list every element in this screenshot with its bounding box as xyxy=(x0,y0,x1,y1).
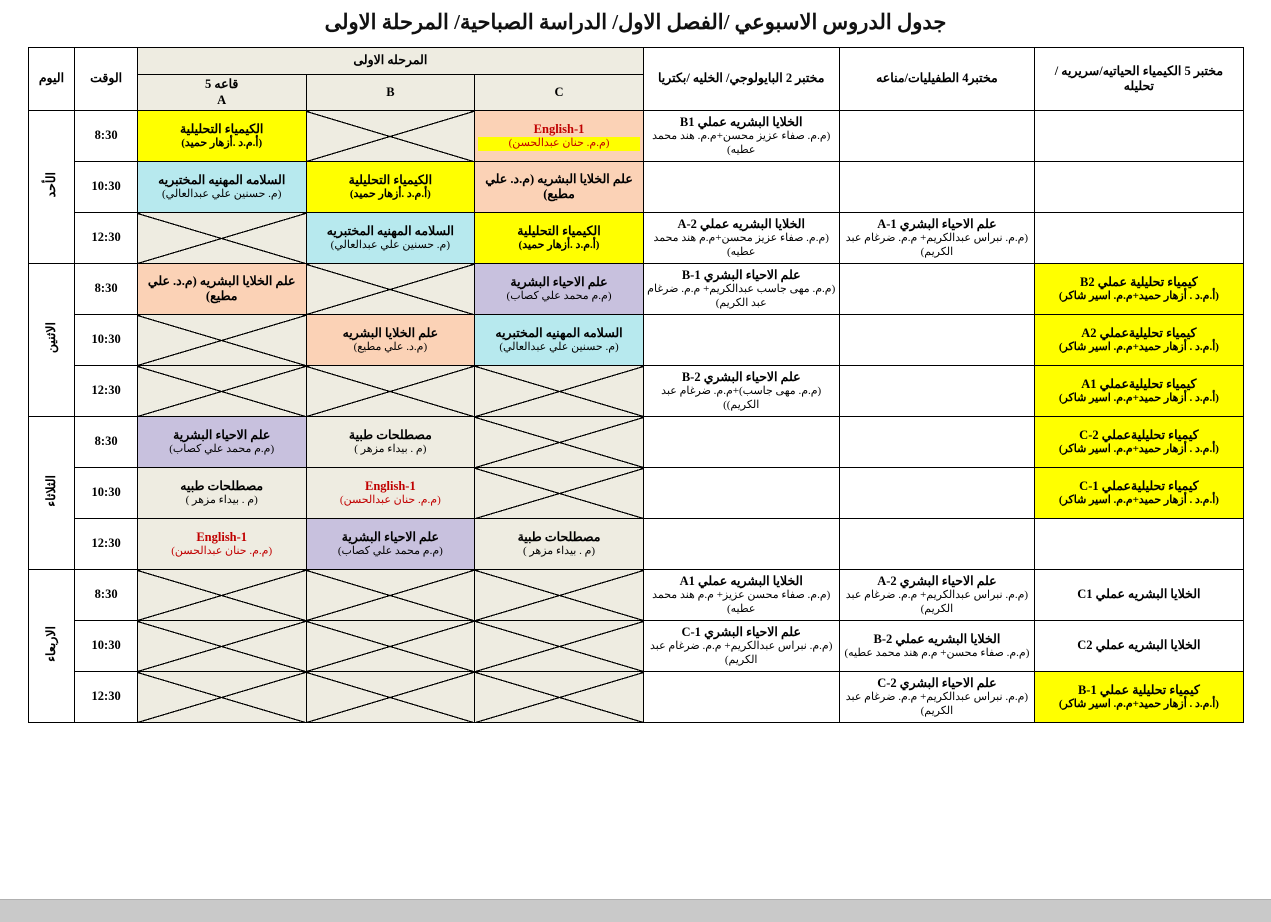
cell-time: 10:30 xyxy=(75,315,137,366)
cell-day xyxy=(28,417,75,570)
cell-line2: (أ.م.د . أزهار حميد+م.م. اسير شاكر) xyxy=(1058,494,1219,507)
cell-lab4 xyxy=(839,315,1035,366)
table-header-row-1 xyxy=(28,48,1243,75)
cell-line2: (م.م. نبراس عبدالكريم+ م.م. ضرغام عبد الكريم) xyxy=(845,589,1029,616)
cell-line1: علم الاحياء البشري B-1 xyxy=(681,267,801,282)
cell-b-empty xyxy=(306,570,475,621)
cell-lab2 xyxy=(643,417,839,468)
cell-time: 12:30 xyxy=(75,366,137,417)
cell-line1: علم الاحياء البشري C-2 xyxy=(877,675,997,690)
cell-line2: (م.م. مهى جاسب عبدالكريم+ م.م. ضرغام عبد الكريم) xyxy=(647,283,836,310)
cell-line2: (م.م محمد علي كصاب) xyxy=(337,545,443,558)
cell-line1: علم الخلايا البشريه (م.د. علي مطيع) xyxy=(147,273,296,304)
cell-c-empty xyxy=(475,621,644,672)
cell-line1: الخلايا البشريه عملي B1 xyxy=(679,114,803,129)
cell-line1: علم الاحياء البشرية xyxy=(341,529,439,544)
cell-line1: كيمياء تحليلية عملي B2 xyxy=(1080,274,1198,289)
cell-a-empty xyxy=(137,315,306,366)
day-label: الثلاثاء xyxy=(43,475,58,507)
cell-line2: (أ.م.د . أزهار حميد+م.م. اسير شاكر) xyxy=(1058,443,1219,456)
cell-lab4 xyxy=(839,570,1035,621)
cell-line2: (أ.م.د . أزهار حميد+م.م. اسير شاكر) xyxy=(1058,341,1219,354)
cell-lab2 xyxy=(643,264,839,315)
cell-lab4 xyxy=(839,162,1035,213)
cell-lab2 xyxy=(643,468,839,519)
cell-line1: مصطلحات طبيه xyxy=(180,478,264,493)
cell-line1: مصطلحات طبية xyxy=(517,529,601,544)
weekly-schedule-table xyxy=(28,47,1244,723)
day-label: الأحد xyxy=(43,172,58,198)
cell-a xyxy=(137,111,306,162)
cell-c xyxy=(475,213,644,264)
cell-lab4 xyxy=(839,621,1035,672)
cell-line1: كيمياء تحليلية عملي B-1 xyxy=(1077,682,1200,697)
cell-line1: كيمياء تحليليةعملي A2 xyxy=(1081,325,1197,340)
cell-a xyxy=(137,519,306,570)
cell-a-empty xyxy=(137,672,306,723)
cell-a-empty xyxy=(137,570,306,621)
cell-line1: الخلايا البشريه عملي A-2 xyxy=(677,216,805,231)
cell-c-empty xyxy=(475,570,644,621)
cell-lab5 xyxy=(1035,672,1243,723)
cell-c xyxy=(475,315,644,366)
cell-time: 12:30 xyxy=(75,213,137,264)
cell-b xyxy=(306,468,475,519)
cell-day xyxy=(28,111,75,264)
cell-line1: السلامه المهنيه المختبريه xyxy=(158,172,286,187)
table-row xyxy=(28,366,1243,417)
cell-lab2 xyxy=(643,672,839,723)
cell-lab5 xyxy=(1035,468,1243,519)
header-col-a xyxy=(137,75,306,111)
cell-line2: (م. حسنين علي عبدالعالي) xyxy=(330,239,451,252)
cell-line2: (م . بيداء مزهر ) xyxy=(354,443,427,456)
cell-line2: (م.د. علي مطيع) xyxy=(353,341,428,354)
header-col-a-letter: A xyxy=(217,92,227,107)
table-row xyxy=(28,315,1243,366)
cell-line2: (م . بيداء مزهر ) xyxy=(185,494,258,507)
cell-lab5 xyxy=(1035,162,1243,213)
cell-line2: (أ.م.د . أزهار حميد+م.م. اسير شاكر) xyxy=(1058,698,1219,711)
cell-line2: (أ.م.د .أزهار حميد) xyxy=(518,239,600,252)
table-row xyxy=(28,672,1243,723)
table-row xyxy=(28,519,1243,570)
cell-line2: (م.م. حنان عبدالحسن) xyxy=(339,494,441,507)
cell-b xyxy=(306,162,475,213)
cell-b-empty xyxy=(306,672,475,723)
cell-line1: علم الاحياء البشري C-1 xyxy=(681,624,801,639)
cell-line2: (م.م محمد علي كصاب) xyxy=(169,443,275,456)
cell-line1: علم الاحياء البشري B-2 xyxy=(681,369,801,384)
day-label: الاثنين xyxy=(43,322,58,354)
header-col-c: C xyxy=(475,75,644,111)
window-bottom-bar xyxy=(0,899,1271,922)
cell-line1: مصطلحات طبية xyxy=(348,427,432,442)
cell-line2: (م. حسنين علي عبدالعالي) xyxy=(499,341,619,354)
cell-line2: (م.م. صفاء عزيز محسن+م.م هند محمد عطيه) xyxy=(653,232,829,259)
cell-line2: (م. حسنين علي عبدالعالي) xyxy=(162,188,282,201)
cell-line2: (م.م. نبراس عبدالكريم+ م.م. ضرغام عبد الكريم) xyxy=(650,640,833,667)
cell-a xyxy=(137,468,306,519)
cell-line2: (م.م. صفاء عزيز محسن+م.م. هند محمد عطيه) xyxy=(652,130,831,157)
cell-line1: علم الاحياء البشرية xyxy=(173,427,271,442)
cell-lab4 xyxy=(839,672,1035,723)
cell-time: 10:30 xyxy=(75,468,137,519)
cell-line1: علم الاحياء البشري A-1 xyxy=(877,216,997,231)
header-stage: المرحله الاولى xyxy=(137,48,643,75)
cell-line2: (م.م. مهى جاسب)+م.م. ضرغام عبد الكريم)) xyxy=(661,385,822,412)
cell-line2: (أ.م.د . أزهار حميد+م.م. اسير شاكر) xyxy=(1058,392,1219,405)
cell-line1: الكيمياء التحليلية xyxy=(348,172,433,187)
cell-b xyxy=(306,519,475,570)
header-room-label: قاعه 5 xyxy=(205,77,239,91)
cell-time: 8:30 xyxy=(75,264,137,315)
cell-time: 10:30 xyxy=(75,162,137,213)
cell-time: 8:30 xyxy=(75,570,137,621)
table-row xyxy=(28,111,1243,162)
cell-line1: علم الاحياء البشرية xyxy=(510,274,608,289)
cell-line2: (م.م. حنان عبدالحسن) xyxy=(171,545,273,558)
cell-a-empty xyxy=(137,213,306,264)
document-page xyxy=(0,10,1271,922)
cell-line1: كيمياء تحليليةعملي C-2 xyxy=(1079,427,1199,442)
cell-lab4 xyxy=(839,213,1035,264)
cell-lab2 xyxy=(643,570,839,621)
cell-line2: (م.م. صفاء محسن عزيز+ م.م هند محمد عطيه) xyxy=(652,589,831,616)
cell-line2: (م.م. نبراس عبدالكريم+ م.م. ضرغام عبد الكريم) xyxy=(845,691,1029,718)
cell-lab5 xyxy=(1035,111,1243,162)
table-row xyxy=(28,213,1243,264)
cell-line1: السلامه المهنيه المختبريه xyxy=(326,223,454,238)
header-col-b: B xyxy=(306,75,475,111)
cell-lab2 xyxy=(643,111,839,162)
cell-a xyxy=(137,162,306,213)
cell-line1: الخلايا البشريه عملي B-2 xyxy=(873,631,1001,646)
cell-c xyxy=(475,162,644,213)
table-row xyxy=(28,468,1243,519)
header-day: اليوم xyxy=(28,48,75,111)
cell-lab5 xyxy=(1035,621,1243,672)
cell-lab5 xyxy=(1035,570,1243,621)
cell-c-empty xyxy=(475,417,644,468)
cell-lab4 xyxy=(839,417,1035,468)
cell-time: 8:30 xyxy=(75,111,137,162)
page-title: جدول الدروس الاسبوعي /الفصل الاول/ الدراسة الصباحية/ المرحلة الاولى xyxy=(324,10,947,34)
cell-lab4 xyxy=(839,468,1035,519)
cell-lab2 xyxy=(643,519,839,570)
cell-line1: علم الخلايا البشريه (م.د. علي مطيع) xyxy=(485,171,633,202)
cell-lab5 xyxy=(1035,417,1243,468)
cell-c xyxy=(475,519,644,570)
cell-line1: English-1 xyxy=(365,478,416,493)
cell-line2: (أ.م.د .أزهار حميد) xyxy=(349,188,431,201)
cell-time: 12:30 xyxy=(75,672,137,723)
cell-line1: علم الخلايا البشريه xyxy=(342,325,439,340)
cell-time: 10:30 xyxy=(75,621,137,672)
cell-line2: (م.م محمد علي كصاب) xyxy=(506,290,612,303)
cell-line1: كيمياء تحليليةعملي C-1 xyxy=(1079,478,1199,493)
cell-lab4 xyxy=(839,264,1035,315)
cell-line1: الخلايا البشريه عملي A1 xyxy=(679,573,803,588)
cell-c-empty xyxy=(475,468,644,519)
cell-lab5 xyxy=(1035,213,1243,264)
table-row xyxy=(28,570,1243,621)
cell-b xyxy=(306,417,475,468)
cell-c xyxy=(475,111,644,162)
cell-line2: (أ.م.د . أزهار حميد+م.م. اسير شاكر) xyxy=(1058,290,1219,303)
cell-c-empty xyxy=(475,672,644,723)
cell-line2: (أ.م.د .أزهار حميد) xyxy=(181,137,263,150)
cell-lab5 xyxy=(1035,366,1243,417)
cell-lab2 xyxy=(643,366,839,417)
cell-a xyxy=(137,417,306,468)
cell-lab4 xyxy=(839,111,1035,162)
header-time: الوقت xyxy=(75,48,137,111)
cell-lab5 xyxy=(1035,264,1243,315)
cell-line1: English-1 xyxy=(533,121,585,136)
cell-time: 12:30 xyxy=(75,519,137,570)
cell-time: 8:30 xyxy=(75,417,137,468)
cell-lab2 xyxy=(643,213,839,264)
cell-c-empty xyxy=(475,366,644,417)
cell-b xyxy=(306,315,475,366)
cell-b-empty xyxy=(306,111,475,162)
cell-line2: (م . بيداء مزهر ) xyxy=(522,545,596,558)
table-row xyxy=(28,621,1243,672)
cell-lab4 xyxy=(839,519,1035,570)
cell-lab4 xyxy=(839,366,1035,417)
cell-b-empty xyxy=(306,366,475,417)
cell-day xyxy=(28,264,75,417)
cell-line1: الخلايا البشريه عملي C1 xyxy=(1077,587,1201,602)
header-lab5: مختبر 5 الكيمياء الحياتيه/سريريه / تحليله xyxy=(1035,48,1243,111)
cell-a-empty xyxy=(137,366,306,417)
cell-lab5 xyxy=(1035,519,1243,570)
cell-line1: علم الاحياء البشري A-2 xyxy=(877,573,997,588)
cell-b xyxy=(306,213,475,264)
cell-line1: الكيمياء التحليلية xyxy=(179,121,264,136)
cell-line1: الكيمياء التحليلية xyxy=(517,223,601,238)
cell-c xyxy=(475,264,644,315)
cell-line2: (م.م. حنان عبدالحسن) xyxy=(478,137,640,151)
cell-line1: English-1 xyxy=(196,529,248,544)
table-row xyxy=(28,264,1243,315)
cell-lab2 xyxy=(643,315,839,366)
cell-lab5 xyxy=(1035,315,1243,366)
cell-a xyxy=(137,264,306,315)
table-row xyxy=(28,417,1243,468)
cell-lab2 xyxy=(643,162,839,213)
cell-b-empty xyxy=(306,264,475,315)
header-lab2: مختبر 2 البايولوجي/ الخليه /بكتريا xyxy=(643,48,839,111)
cell-day xyxy=(28,570,75,723)
cell-line1: السلامه المهنيه المختبريه xyxy=(495,325,623,340)
day-label: الاربعاء xyxy=(43,626,58,662)
cell-line1: الخلايا البشريه عملي C2 xyxy=(1077,638,1201,653)
cell-line1: كيمياء تحليليةعملي A1 xyxy=(1081,376,1197,391)
cell-line2: (م.م. صفاء محسن+ م.م هند محمد عطيه) xyxy=(844,647,1030,660)
header-lab4: مختبر4 الطفيليات/مناعه xyxy=(839,48,1035,111)
cell-line2: (م.م. نبراس عبدالكريم+ م.م. ضرغام عبد الكريم) xyxy=(845,232,1029,259)
cell-lab2 xyxy=(643,621,839,672)
cell-a-empty xyxy=(137,621,306,672)
table-row xyxy=(28,162,1243,213)
cell-b-empty xyxy=(306,621,475,672)
